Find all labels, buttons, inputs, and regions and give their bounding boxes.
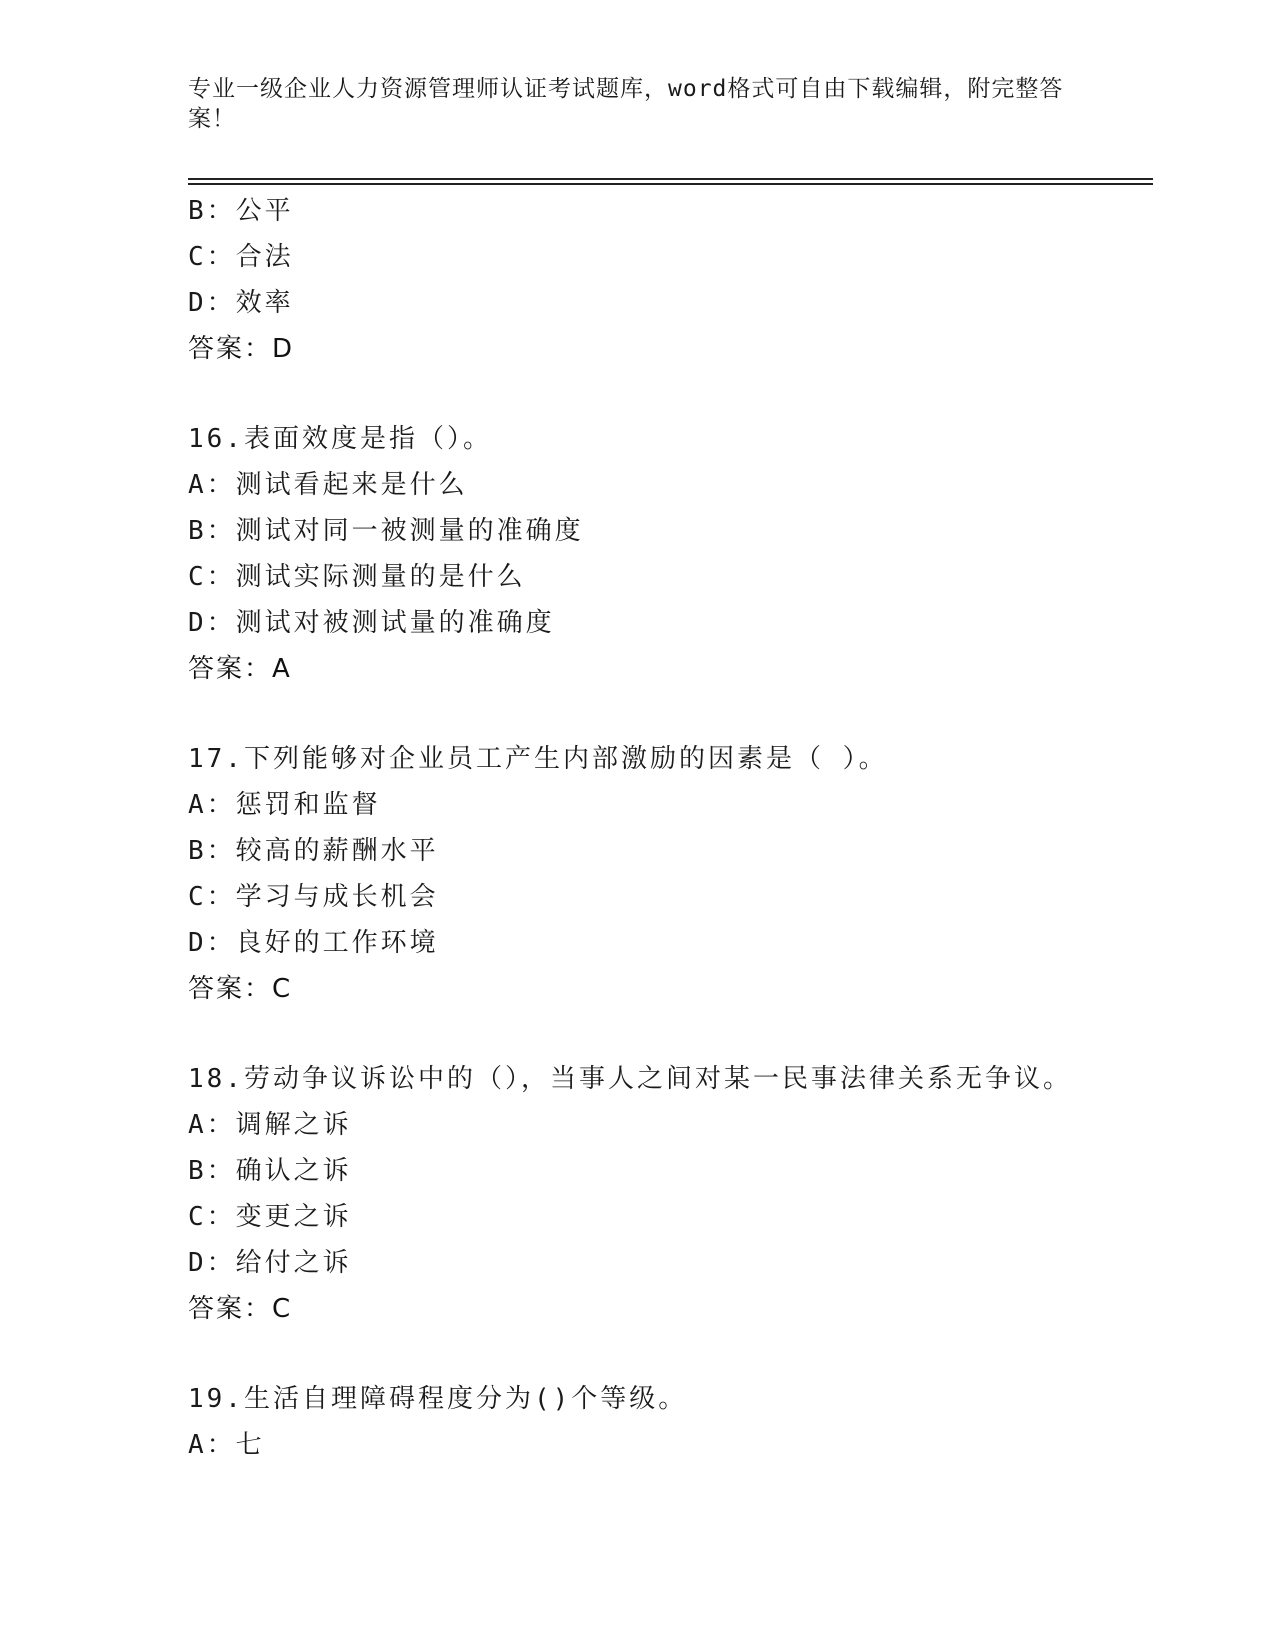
question-stem: 17.下列能够对企业员工产生内部激励的因素是（ ）。 xyxy=(188,744,888,774)
question-stem: 19.生活自理障碍程度分为()个等级。 xyxy=(188,1384,688,1414)
question-18 xyxy=(188,1056,1148,1332)
option-a: A：调解之诉 xyxy=(188,1110,352,1140)
option-c: C：合法 xyxy=(188,242,294,272)
option-a: A：测试看起来是什么 xyxy=(188,470,468,500)
header-divider-top xyxy=(188,178,1153,180)
answer-line: 答案：C xyxy=(188,974,293,1004)
question-stem: 18.劳动争议诉讼中的（），当事人之间对某一民事法律关系无争议。 xyxy=(188,1064,1072,1094)
question-16 xyxy=(188,416,1148,692)
question-17 xyxy=(188,736,1148,1012)
option-b: B：确认之诉 xyxy=(188,1156,352,1186)
option-b: B：公平 xyxy=(188,196,294,226)
option-c: C：测试实际测量的是什么 xyxy=(188,562,526,592)
question-19 xyxy=(188,1376,1148,1468)
option-b: B：较高的薪酬水平 xyxy=(188,836,439,866)
option-b: B：测试对同一被测量的准确度 xyxy=(188,516,584,546)
spacer xyxy=(188,372,1148,416)
answer-line: 答案：C xyxy=(188,1294,293,1324)
header-divider-bottom xyxy=(188,183,1153,185)
option-c: C：学习与成长机会 xyxy=(188,882,439,912)
option-d: D：效率 xyxy=(188,288,294,318)
question-list xyxy=(188,188,1148,1468)
question-stem: 16.表面效度是指（）。 xyxy=(188,424,492,454)
answer-line: 答案：D xyxy=(188,334,295,364)
spacer xyxy=(188,1332,1148,1376)
question-15-continued xyxy=(188,188,1148,372)
spacer xyxy=(188,1012,1148,1056)
option-d: D：给付之诉 xyxy=(188,1248,352,1278)
option-a: A：惩罚和监督 xyxy=(188,790,381,820)
spacer xyxy=(188,692,1148,736)
option-d: D：良好的工作环境 xyxy=(188,928,439,958)
option-d: D：测试对被测试量的准确度 xyxy=(188,608,555,638)
option-c: C：变更之诉 xyxy=(188,1202,352,1232)
document-header: 专业一级企业人力资源管理师认证考试题库，word格式可自由下载编辑，附完整答案！ xyxy=(188,76,1064,132)
option-a: A：七 xyxy=(188,1430,265,1460)
answer-line: 答案：A xyxy=(188,654,292,684)
